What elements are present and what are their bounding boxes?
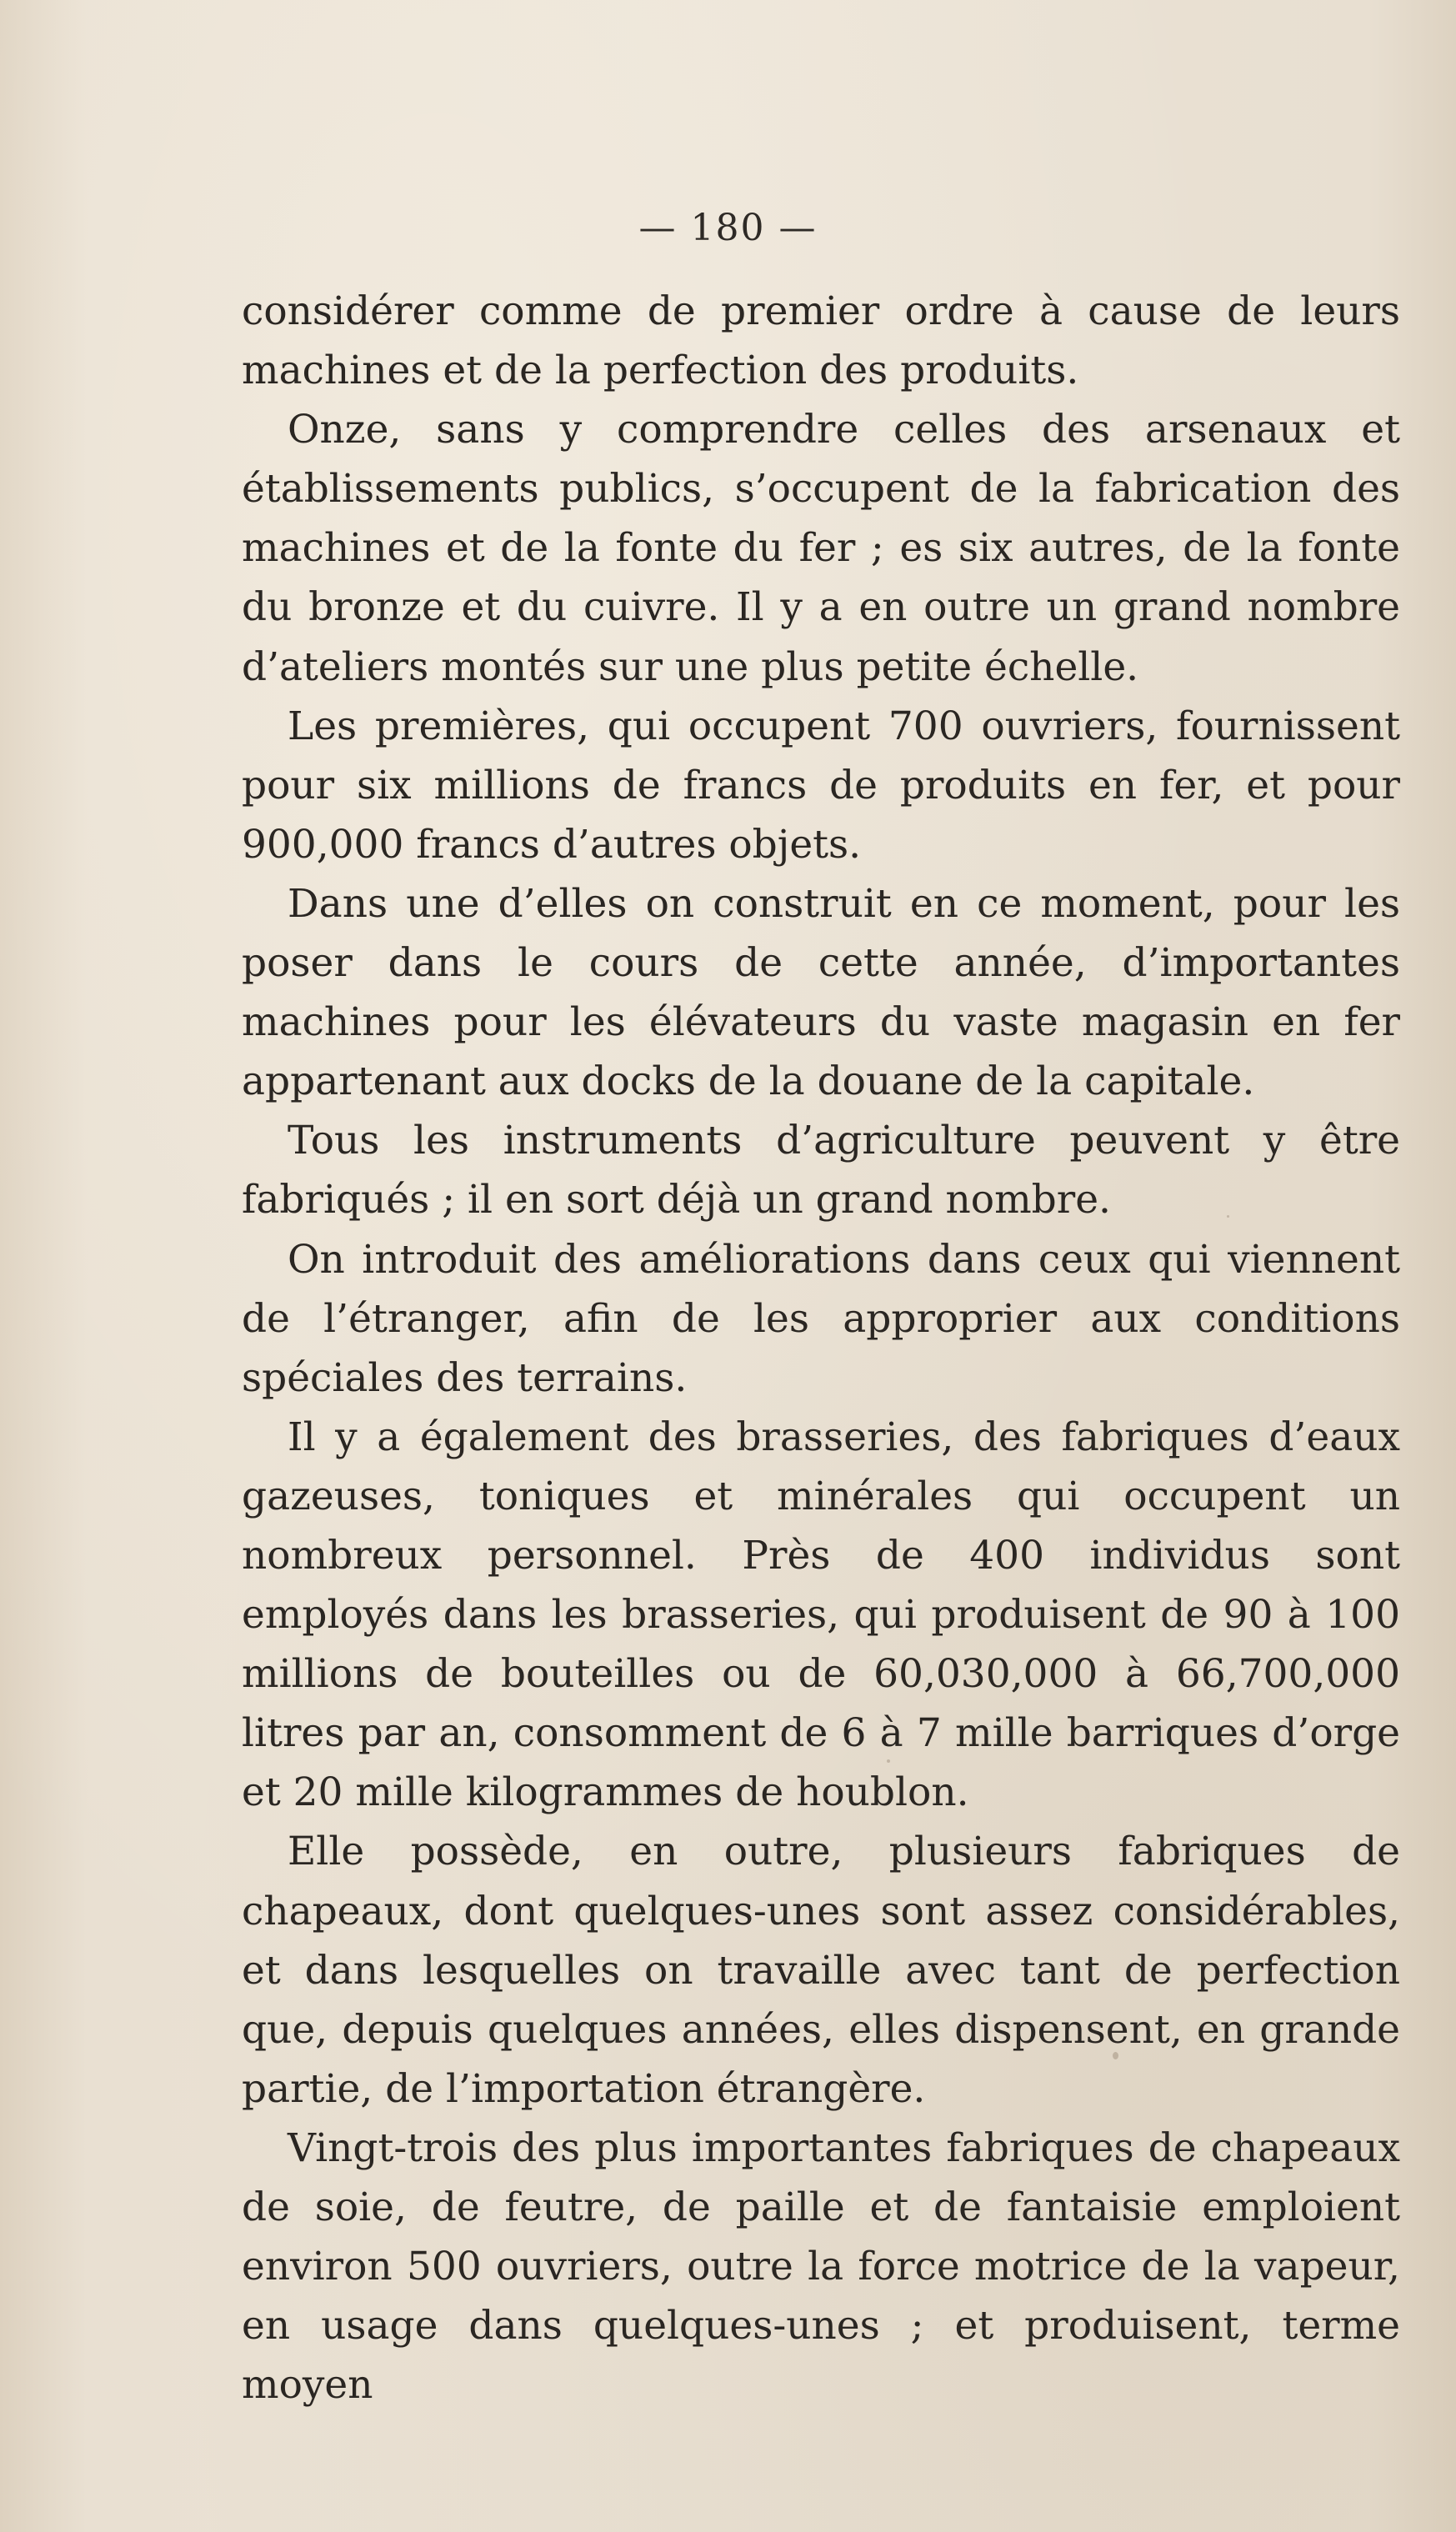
- paragraph: considérer comme de premier ordre à cause de leurs machines et de la perfection des produits.: [242, 288, 1400, 394]
- paragraph: Elle possède, en outre, plusieurs fabriques de chapeaux, dont quelques-unes sont assez considérables, et dans lesquelles on travaille avec tant de perfection que, depuis quelques années, elles dispensent, en grande partie, de l’importation étrangère.: [242, 1829, 1400, 2112]
- paragraph: Les premières, qui occupent 700 ouvriers, fournissent pour six millions de francs de produits en fer, et pour 900,000 francs d’autres objets.: [242, 703, 1400, 868]
- paragraph: Vingt-trois des plus importantes fabriques de chapeaux de soie, de feutre, de paille et de fantaisie emploient environ 500 ouvriers, outre la force motrice de la vapeur, en usage dans quelques-unes ; et produisent, terme moyen: [242, 2124, 1400, 2409]
- paragraph: Dans une d’elles on construit en ce moment, pour les poser dans le cours de cette année, d’importantes machines pour les élévateurs du vaste magasin en fer appartenant aux docks de la douane de la capitale.: [242, 880, 1400, 1105]
- page-number: — 180 —: [638, 207, 818, 249]
- paper-speck: [1227, 1215, 1229, 1218]
- paragraph: On introduit des améliorations dans ceux qui viennent de l’étranger, afin de les approprier aux conditions spéciales des terrains.: [242, 1236, 1400, 1401]
- paragraph: Tous les instruments d’agriculture peuvent y être fabriqués ; il en sort déjà un grand nombre.: [242, 1118, 1400, 1223]
- paragraph: Onze, sans y comprendre celles des arsenaux et établissements publics, s’occupent de la fabrication des machines et de la fonte du fer ; es six autres, de la fonte du bronze et du cuivre. Il y a en outre un grand nombre d’ateliers montés sur une plus petite échelle.: [242, 407, 1400, 690]
- paper-speck: [1113, 2052, 1118, 2059]
- paper-speck: [887, 1759, 890, 1763]
- paragraph: Il y a également des brasseries, des fabriques d’eaux gazeuses, toniques et minérales qui occupent un nombreux personnel. Près de 400 individus sont employés dans les brasseries, qui produisent de 90 à 100 millions de bouteilles ou de 60,030,000 à 66,700,000 litres par an, consomment de 6 à 7 mille barriques d’orge et 20 mille kilogrammes de houblon.: [242, 1414, 1400, 1816]
- text-body: [242, 282, 1400, 2414]
